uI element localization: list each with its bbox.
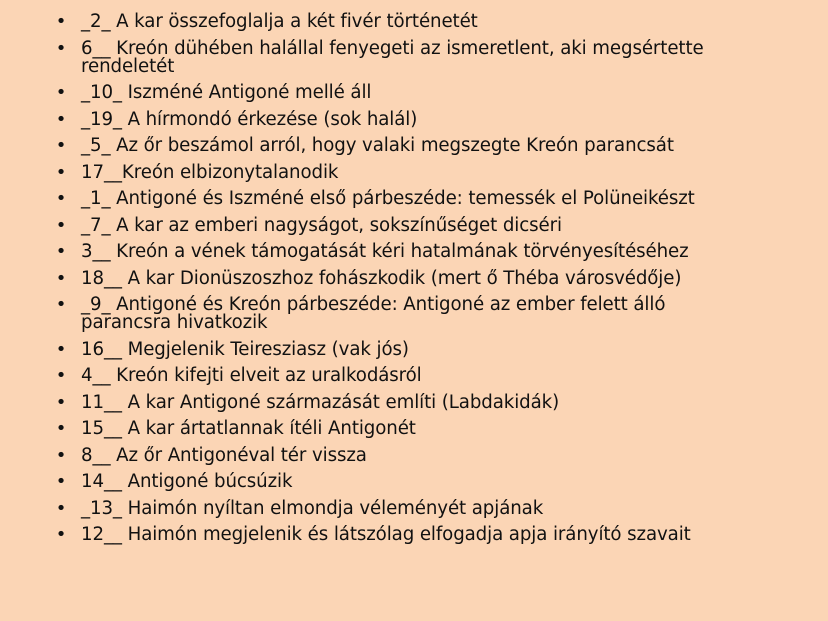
list-item xyxy=(54,296,754,332)
bullet: • xyxy=(55,497,67,519)
bullet: • xyxy=(55,471,67,492)
bullet: • xyxy=(55,188,67,209)
item-text: 17__Kreón elbizonytalanodik xyxy=(81,161,339,183)
list-item xyxy=(54,338,754,360)
bullet: • xyxy=(55,365,67,386)
bullet: • xyxy=(55,418,67,439)
bullet: • xyxy=(55,444,67,466)
bullet: • xyxy=(55,108,67,130)
list-item xyxy=(54,13,754,31)
list-item xyxy=(54,497,754,519)
bullet: • xyxy=(55,37,67,59)
item-text: _9_ Antigoné és Kreón párbeszéde: Antigoné az ember felett álló parancsra hivatkozik xyxy=(81,294,666,333)
item-text: 14__ Antigoné búcsúzik xyxy=(81,471,293,492)
list-item xyxy=(54,137,754,155)
item-text: _10_ Iszméné Antigoné mellé áll xyxy=(81,82,372,103)
list-item xyxy=(54,37,754,77)
list-item xyxy=(54,214,754,236)
bullet: • xyxy=(55,82,67,103)
item-text: 15__ A kar ártatlannak ítéli Antigonét xyxy=(81,418,416,439)
bullet: • xyxy=(55,267,67,289)
item-text: _13_ Haimón nyíltan elmondja véleményét apjának xyxy=(81,497,544,519)
item-text: 3__ Kreón a vének támogatását kéri hatalmának törvényesítéséhez xyxy=(81,241,689,262)
bullet: • xyxy=(55,294,67,315)
list-item xyxy=(54,243,754,261)
bullet: • xyxy=(55,161,67,183)
list-item xyxy=(54,161,754,183)
list-item xyxy=(54,391,754,413)
bullet: • xyxy=(55,214,67,236)
list-item xyxy=(54,267,754,289)
bullet: • xyxy=(55,391,67,413)
bullet: • xyxy=(55,338,67,360)
bullet: • xyxy=(55,241,67,262)
item-text: _19_ A hírmondó érkezése (sok halál) xyxy=(81,108,418,130)
bullet: • xyxy=(55,135,67,156)
list-item xyxy=(54,367,754,385)
item-text: _7_ A kar az emberi nagyságot, sokszínűséget dicséri xyxy=(81,214,562,236)
item-text: 18__ A kar Dionüszoszhoz fohászkodik (mert ő Théba városvédője) xyxy=(81,267,682,289)
item-text: 16__ Megjelenik Teiresziasz (vak jós) xyxy=(81,338,409,360)
item-text: _5_ Az őr beszámol arról, hogy valaki megszegte Kreón parancsát xyxy=(81,135,674,156)
item-text: 12__ Haimón megjelenik és látszólag elfogadja apja irányító szavait xyxy=(81,524,691,545)
list-item xyxy=(54,444,754,466)
item-text: _1_ Antigoné és Iszméné első párbeszéde: temessék el Polüneikészt xyxy=(81,188,695,209)
item-text: 11__ A kar Antigoné származását említi (Labdakidák) xyxy=(81,391,560,413)
list-item xyxy=(54,84,754,102)
list-item xyxy=(54,108,754,130)
item-text: _2_ A kar összefoglalja a két fivér történetét xyxy=(81,11,478,32)
list-item xyxy=(54,420,754,438)
list-item xyxy=(54,473,754,491)
item-text: 6__ Kreón dühében halállal fenyegeti az ismeretlent, aki megsértette rendeletét xyxy=(81,37,704,77)
bullet: • xyxy=(55,524,67,545)
list-item xyxy=(54,526,754,544)
bullet: • xyxy=(55,11,67,32)
item-text: 8__ Az őr Antigonéval tér vissza xyxy=(81,444,367,466)
item-text: 4__ Kreón kifejti elveit az uralkodásról xyxy=(81,365,422,386)
event-list xyxy=(54,13,754,553)
list-item xyxy=(54,190,754,208)
